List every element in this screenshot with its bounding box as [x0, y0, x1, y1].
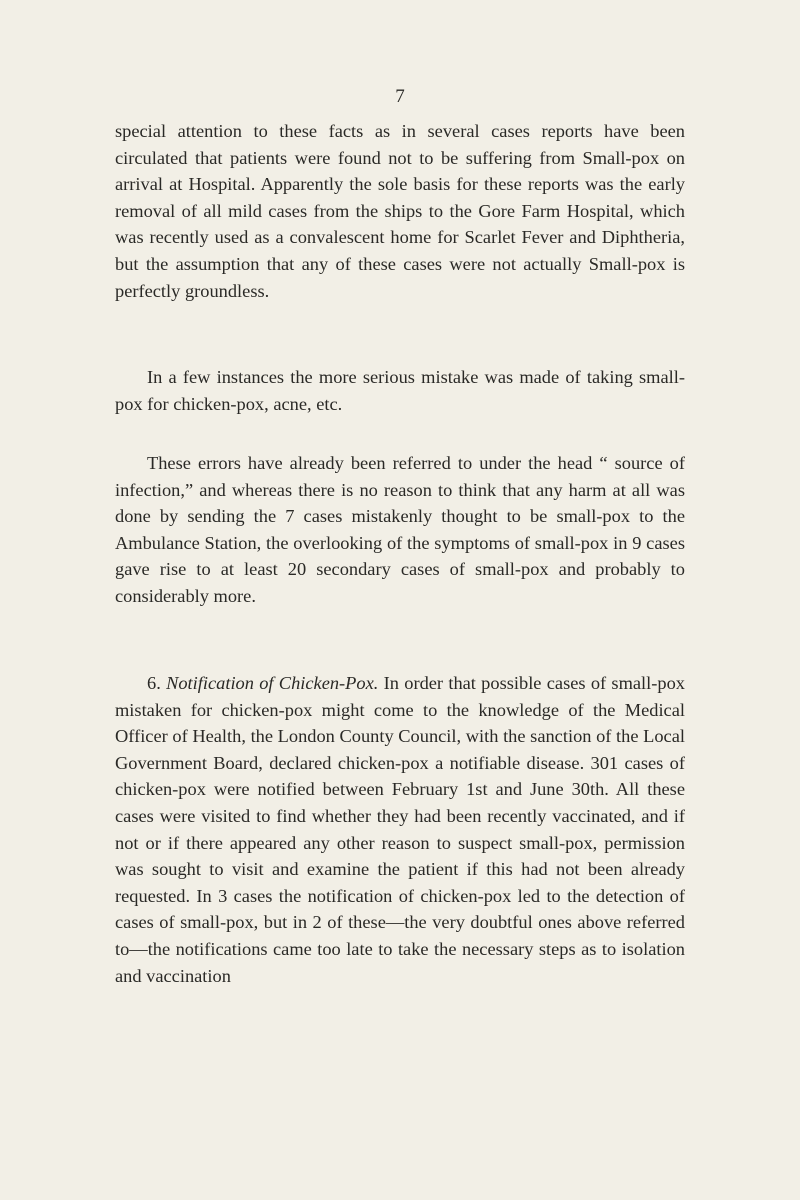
section-body: In order that possible cases of small-pox mistaken for chicken-pox might come to the knowledge of the Medical Officer of Health, the London County Council, with the sanction of the Local Government Board, declared chicken-pox a notifiable disease. 301 cases of chicken-pox were notified between February 1st and June 30th. All these cases were visited to find whether they had been recently vaccinated, and if not or if there appeared any other reason to suspect small-pox, permission was sought to visit and examine the patient if this had not been already requested. In 3 cases the notification of chicken-pox led to the detection of cases of small-pox, but in 2 of these—the very doubtful ones above referred to—the notifications came too late to take the necessary steps as to isolation and vaccination — [115, 673, 685, 986]
section-notification-chicken-pox — [115, 670, 685, 989]
paragraph-serious-mistake-text: In a few instances the more serious mistake was made of taking small-pox for chicken-pox, acne, etc. — [115, 367, 685, 414]
page-number: 7 — [395, 86, 405, 107]
section-number: 6. — [147, 673, 161, 693]
section-heading: Notification of Chicken-Pox. — [166, 673, 379, 693]
paragraph-serious-mistake — [115, 364, 685, 417]
paragraph-continuation: special attention to these facts as in several cases reports have been circulated that patients were found not to be suffering from Small-pox on arrival at Hospital. Apparently the sole basis for these reports was the early removal of all mild cases from the ships to the Gore Farm Hospital, which was recently used as a convalescent home for Scarlet Fever and Diphtheria, but the assumption that any of these cases were not actually Small-pox is perfectly groundless. — [115, 121, 685, 301]
paragraph-errors — [115, 450, 685, 610]
paragraph-errors-text: These errors have already been referred to under the head “ source of infection,” and whereas there is no reason to think that any harm at all was done by sending the 7 cases mistakenly thought to be small-pox to the Ambulance Station, the overlooking of the symptoms of small-pox in 9 cases gave rise to at least 20 secondary cases of small-pox and probably to considerably more. — [115, 453, 685, 606]
